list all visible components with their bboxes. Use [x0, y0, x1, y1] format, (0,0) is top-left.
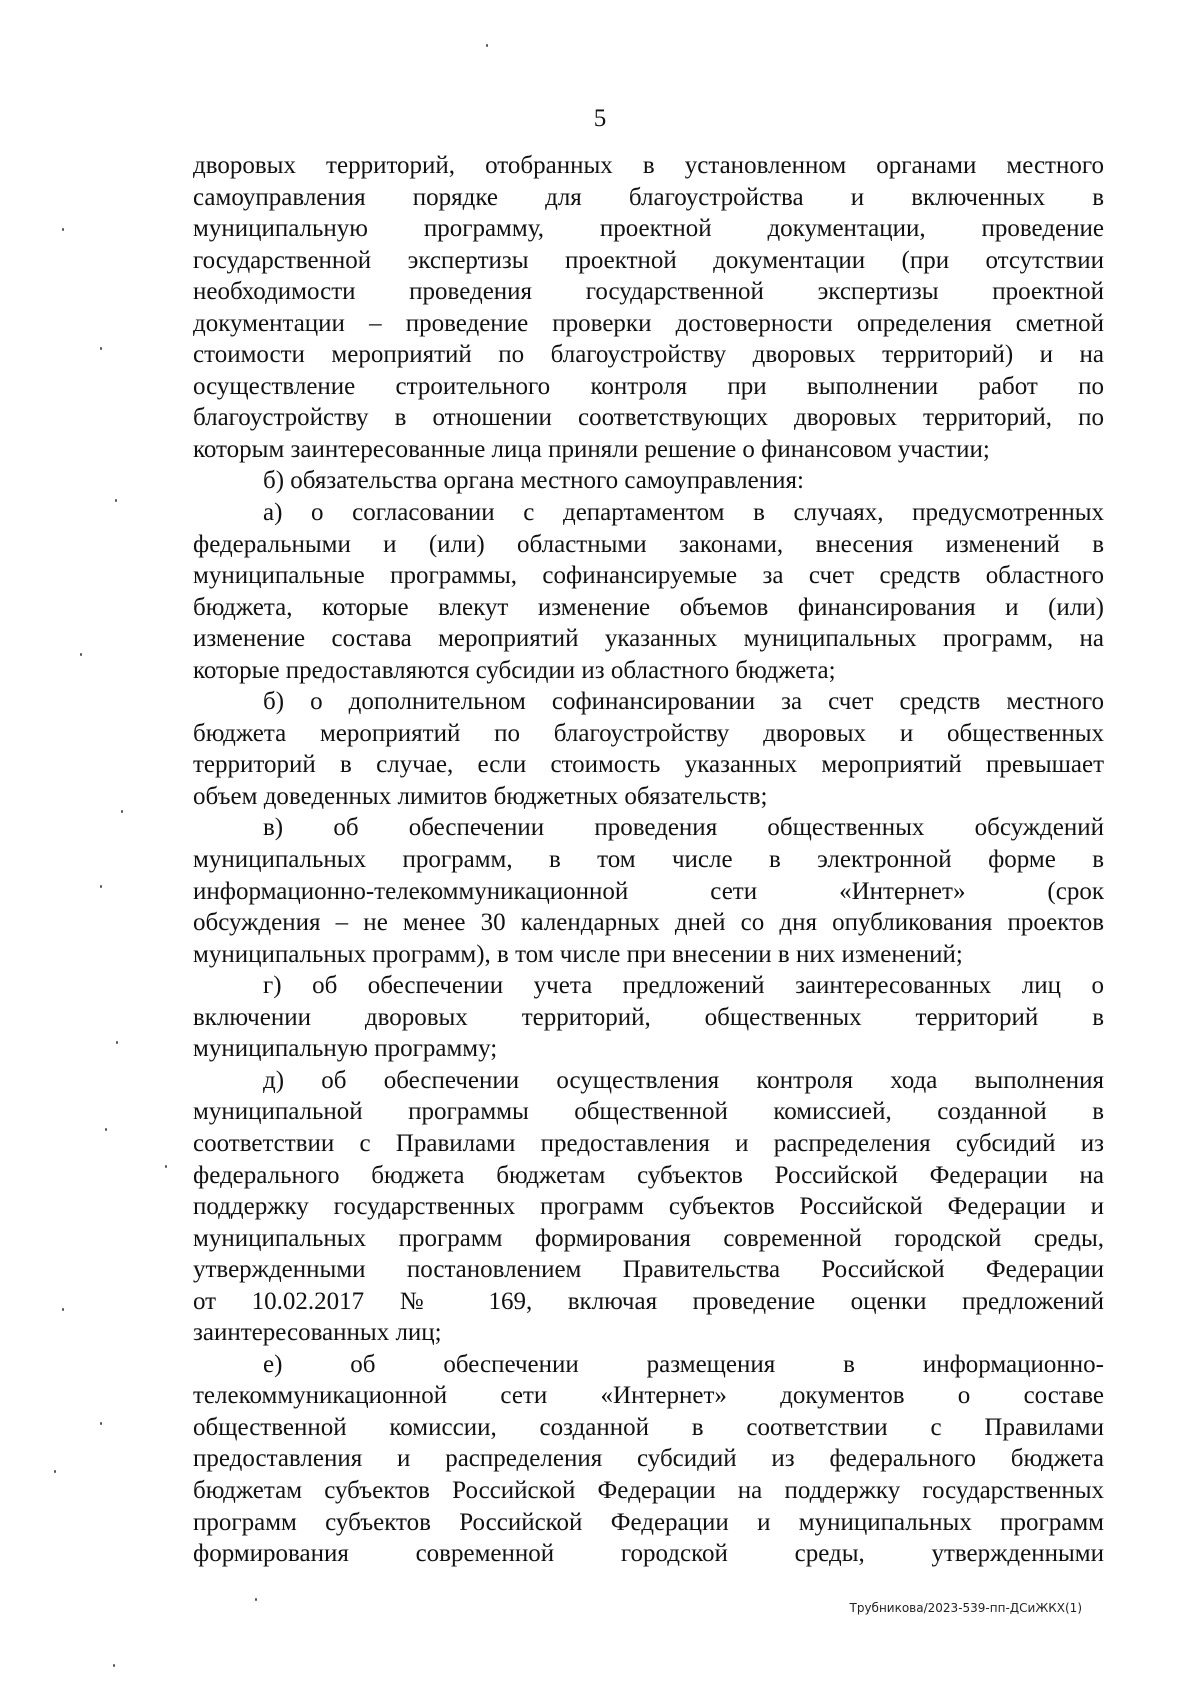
text-line: д) об обеспечении осуществления контроля хода выполнения [263, 1066, 1104, 1094]
document-body [193, 150, 1104, 1570]
text-line: территорий в случае, если стоимость указанных мероприятий превышает [193, 751, 1104, 779]
text-line: муниципальную программу, проектной документации, проведение [193, 215, 1104, 243]
text-line: включении дворовых территорий, общественных территорий в [193, 1003, 1104, 1031]
text-line: документации – проведение проверки достоверности определения сметной [193, 309, 1104, 337]
scan-speck [486, 44, 488, 47]
text-line: от 10.02.2017 № 169, включая проведение оценки предложений [193, 1287, 1104, 1315]
text-line: заинтересованных лиц; [193, 1319, 442, 1347]
text-line: государственной экспертизы проектной документации (при отсутствии [193, 246, 1104, 274]
scan-speck [255, 1598, 257, 1601]
text-line: телекоммуникационной сети «Интернет» документов о составе [193, 1382, 1104, 1410]
text-line: муниципальную программу; [193, 1035, 498, 1063]
scan-speck [80, 653, 82, 656]
text-line: г) об обеспечении учета предложений заинтересованных лиц о [263, 972, 1104, 1000]
text-line: бюджетам субъектов Российской Федерации на поддержку государственных [193, 1476, 1104, 1504]
text-line: формирования современной городской среды, утвержденными [193, 1540, 1104, 1568]
scan-speck [100, 347, 102, 350]
scan-speck [115, 499, 117, 502]
text-line: муниципальных программ), в том числе при внесении в них изменений; [193, 940, 963, 968]
scan-speck [121, 810, 123, 813]
text-line: объем доведенных лимитов бюджетных обязательств; [193, 782, 768, 810]
page-number: 5 [593, 105, 607, 132]
text-line: которые предоставляются субсидии из областного бюджета; [193, 656, 836, 684]
text-line: поддержку государственных программ субъектов Российской Федерации и [193, 1193, 1104, 1221]
scan-speck [105, 1128, 107, 1131]
text-line: бюджета мероприятий по благоустройству дворовых и общественных [193, 719, 1104, 747]
scan-speck [113, 1664, 115, 1667]
text-line: муниципальные программы, софинансируемые за счет средств областного [193, 562, 1104, 590]
text-line: федерального бюджета бюджетам субъектов Российской Федерации на [193, 1161, 1104, 1189]
text-line: соответствии с Правилами предоставления и распределения субсидий из [193, 1129, 1104, 1157]
text-line: предоставления и распределения субсидий из федерального бюджета [193, 1445, 1104, 1473]
text-line: общественной комиссии, созданной в соответствии с Правилами [193, 1413, 1104, 1441]
text-line: муниципальных программ, в том числе в электронной форме в [193, 846, 1104, 874]
text-line: б) о дополнительном софинансировании за счет средств местного [263, 688, 1104, 716]
text-line: е) об обеспечении размещения в информационно- [263, 1350, 1104, 1378]
scan-speck [100, 1422, 102, 1425]
document-reference-footer: Трубникова/2023-539-пп-ДСиЖКХ(1) [849, 1601, 1082, 1615]
text-line: программ субъектов Российской Федерации и муниципальных программ [193, 1508, 1104, 1536]
text-line: а) о согласовании с департаментом в случаях, предусмотренных [263, 499, 1104, 527]
text-line: дворовых территорий, отобранных в установленном органами местного [193, 152, 1104, 179]
scan-speck [54, 1470, 56, 1473]
text-line: бюджета, которые влекут изменение объемов финансирования и (или) [193, 593, 1104, 621]
text-line: обсуждения – не менее 30 календарных дней со дня опубликования проектов [193, 909, 1104, 937]
scan-speck [165, 1165, 167, 1168]
text-line: б) обязательства органа местного самоуправления: [263, 467, 804, 495]
text-line: утвержденными постановлением Правительства Российской Федерации [193, 1256, 1104, 1284]
text-line: которым заинтересованные лица приняли решение о финансовом участии; [193, 435, 990, 463]
scan-speck [100, 885, 102, 888]
text-line: самоуправления порядке для благоустройства и включенных в [193, 183, 1104, 211]
text-line: осуществление строительного контроля при выполнении работ по [193, 372, 1104, 400]
text-line: муниципальной программы общественной комиссией, созданной в [193, 1098, 1104, 1126]
scan-speck [62, 1308, 64, 1311]
text-line: необходимости проведения государственной экспертизы проектной [193, 278, 1104, 306]
text-line: благоустройству в отношении соответствующих дворовых территорий, по [193, 404, 1104, 432]
text-line: федеральными и (или) областными законами, внесения изменений в [193, 530, 1104, 558]
text-line: изменение состава мероприятий указанных муниципальных программ, на [193, 625, 1104, 653]
scan-speck [116, 1041, 118, 1044]
text-line: информационно-телекоммуникационной сети «Интернет» (срок [193, 877, 1104, 905]
scan-speck [62, 228, 64, 231]
text-line: в) об обеспечении проведения общественных обсуждений [263, 814, 1104, 842]
text-line: стоимости мероприятий по благоустройству дворовых территорий) и на [193, 341, 1104, 369]
text-line: муниципальных программ формирования современной городской среды, [193, 1224, 1104, 1252]
